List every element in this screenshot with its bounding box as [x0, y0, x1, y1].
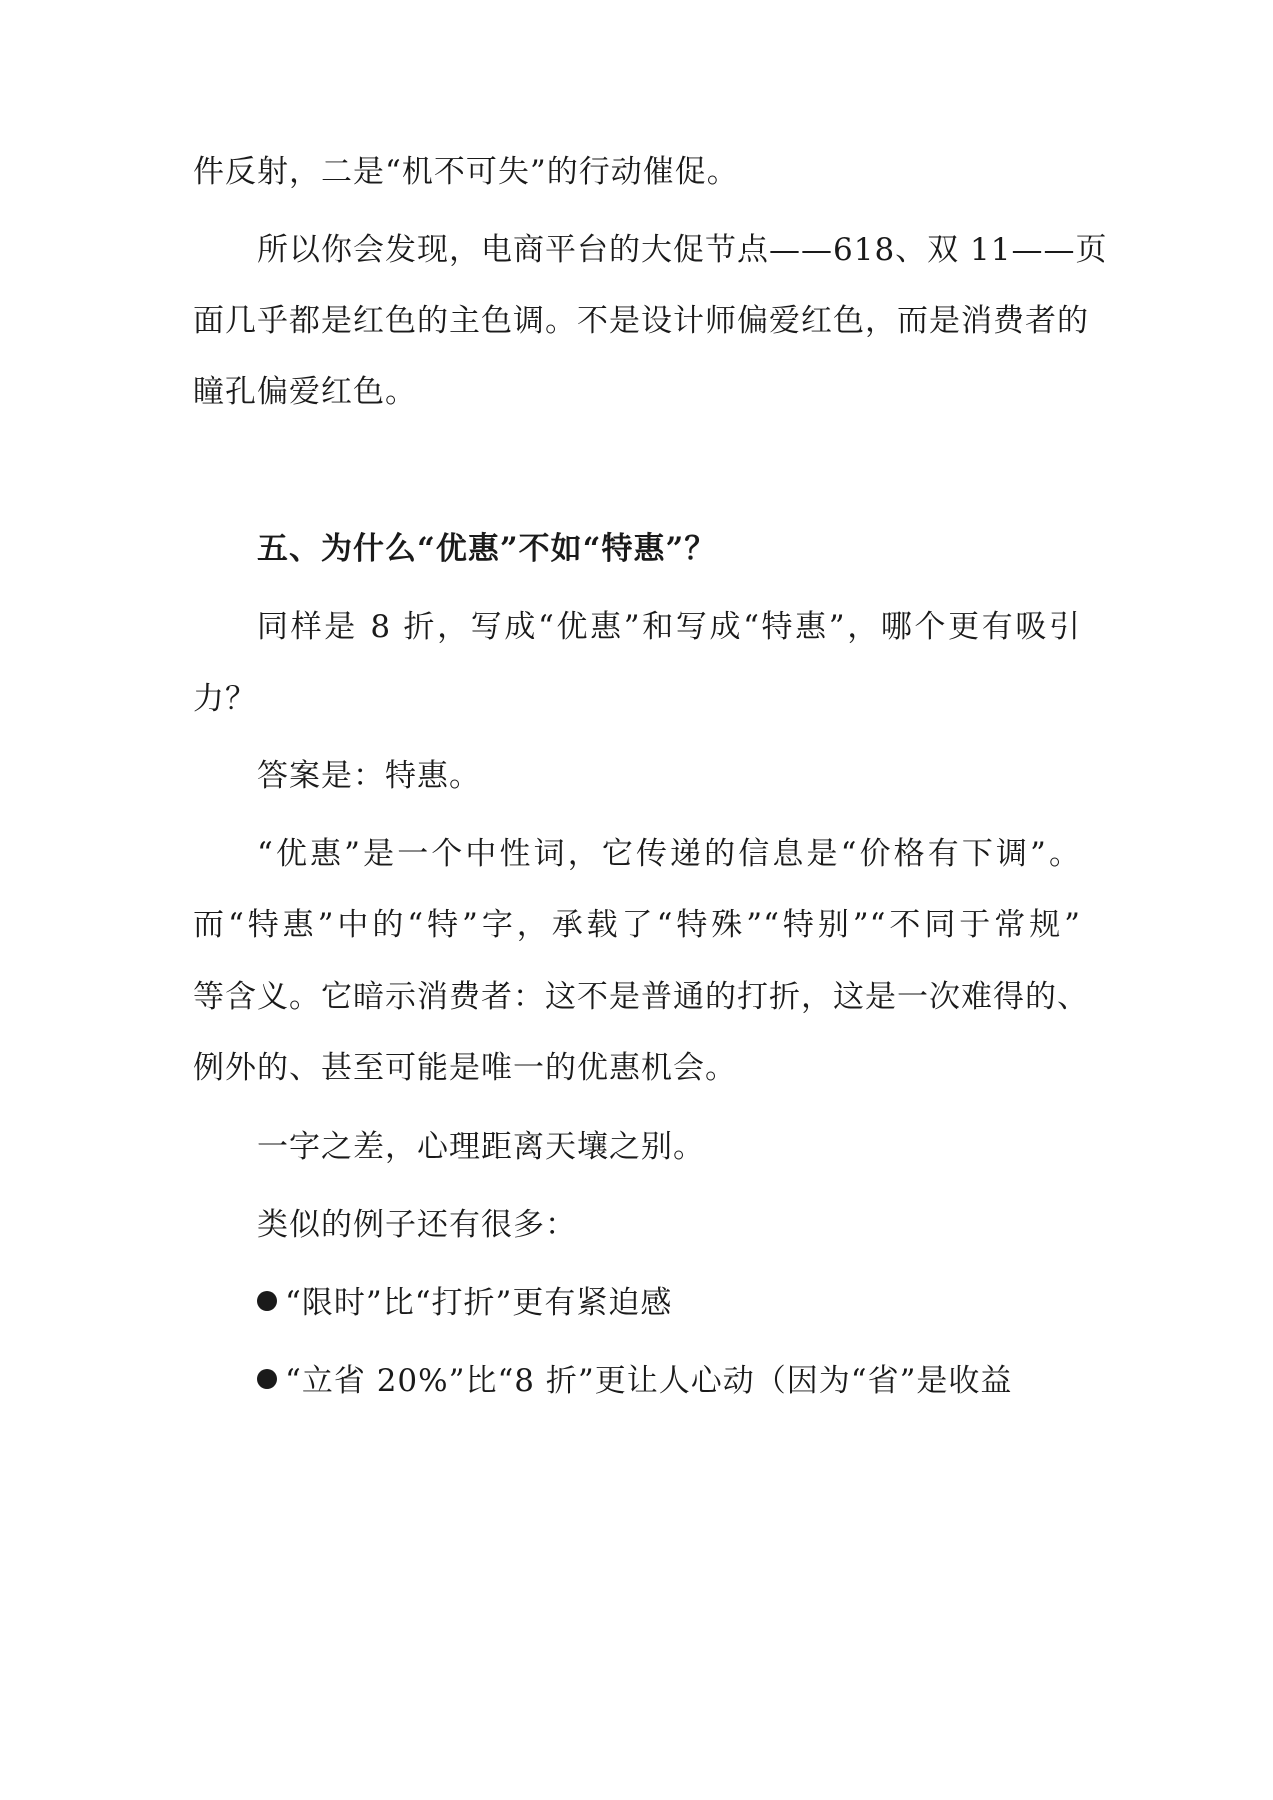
paragraph-line: 而“特惠”中的“特”字，承载了“特殊”“特别”“不同于常规”	[193, 907, 1081, 943]
paragraph-line: 答案是：特惠。	[257, 758, 481, 794]
paragraph-line: “优惠”是一个中性词，它传递的信息是“价格有下调”。	[257, 836, 1081, 872]
list-item	[257, 1283, 672, 1323]
paragraph-line: 瞳孔偏爱红色。	[193, 374, 417, 410]
list-item	[257, 1361, 1012, 1401]
paragraph-line: 等含义。它暗示消费者：这不是普通的打折，这是一次难得的、	[193, 979, 1089, 1015]
paragraph-line: 件反射，二是“机不可失”的行动催促。	[193, 154, 739, 190]
paragraph-line: 例外的、甚至可能是唯一的优惠机会。	[193, 1050, 737, 1086]
paragraph-line: 类似的例子还有很多：	[257, 1207, 577, 1243]
bullet-icon	[257, 1369, 277, 1389]
paragraph-line: 一字之差，心理距离天壤之别。	[257, 1129, 705, 1165]
bullet-icon	[257, 1291, 277, 1311]
paragraph-line: 同样是 8 折，写成“优惠”和写成“特惠”，哪个更有吸引	[257, 609, 1081, 645]
list-item-text: “立省 20%”比“8 折”更让人心动（因为“省”是收益	[285, 1363, 1013, 1399]
list-item-text: “限时”比“打折”更有紧迫感	[285, 1285, 673, 1321]
section-heading: 五、为什么“优惠”不如“特惠”？	[257, 531, 717, 567]
paragraph-line: 所以你会发现，电商平台的大促节点——618、双 11——页	[257, 232, 1108, 268]
paragraph-line: 面几乎都是红色的主色调。不是设计师偏爱红色，而是消费者的	[193, 303, 1089, 339]
paragraph-line: 力？	[193, 681, 257, 717]
